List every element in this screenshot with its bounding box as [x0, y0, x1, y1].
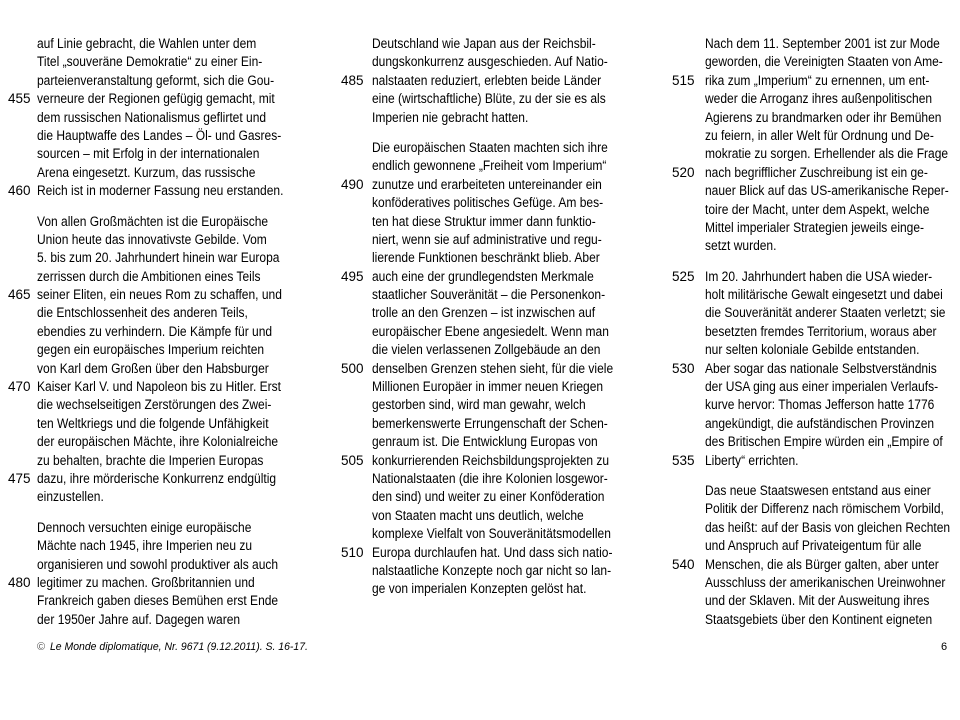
- line-number: [341, 139, 372, 157]
- line-text: genraum ist. Die Entwicklung Europas von: [372, 434, 598, 450]
- line-number: [672, 286, 705, 304]
- line-number: [341, 53, 372, 71]
- column-1: [8, 35, 314, 629]
- line-text: konföderatives politisches Gefüge. Am bes-: [372, 195, 604, 211]
- line-number: [341, 507, 372, 525]
- line-number: 530: [672, 360, 695, 376]
- text-line: [341, 452, 643, 470]
- line-number: 470: [8, 379, 31, 395]
- line-number: [341, 488, 372, 506]
- column-2: [341, 35, 643, 599]
- text-line: [672, 341, 960, 359]
- text-line: [8, 360, 314, 378]
- text-line: [8, 488, 314, 506]
- line-number: [341, 249, 372, 267]
- line-number: [341, 562, 372, 580]
- line-number: [341, 433, 372, 451]
- line-number: [341, 525, 372, 543]
- line-text: staatlicher Souveränität – die Personenkon-: [372, 287, 606, 303]
- line-text: zu feiern, in aller Welt für Ordnung und De-: [705, 127, 934, 143]
- text-line: [341, 157, 643, 175]
- line-number: [8, 72, 37, 90]
- line-text: Liberty“ errichten.: [705, 452, 799, 468]
- text-line: [8, 396, 314, 414]
- line-number: [672, 611, 705, 629]
- line-text: Staatsgebiets über den Kontinent eigneten: [705, 611, 933, 627]
- line-number: [672, 237, 705, 255]
- text-line: [672, 378, 960, 396]
- line-number: [8, 556, 37, 574]
- text-line: [8, 433, 314, 451]
- line-number: 525: [672, 268, 695, 284]
- text-line: [672, 164, 960, 182]
- line-text: rika zum „Imperium“ zu ernennen, um ent-: [705, 72, 930, 88]
- text-line: [672, 109, 960, 127]
- line-number: [672, 35, 705, 53]
- text-line: [341, 268, 643, 286]
- line-number: [8, 109, 37, 127]
- line-text: Ausschluss der amerikanischen Ureinwohner: [705, 574, 946, 590]
- line-text: die wechselseitigen Zerstörungen des Zwei-: [37, 397, 272, 413]
- text-line: [672, 286, 960, 304]
- text-line: [672, 556, 960, 574]
- citation-text: Le Monde diplomatique, Nr. 9671 (9.12.2011). S. 16-17.: [50, 641, 309, 653]
- line-text: der europäischen Mächte, ihre Kolonialreiche: [37, 434, 279, 450]
- line-number: [8, 396, 37, 414]
- line-text: gegen ein europäisches Imperium reichten: [37, 342, 265, 358]
- line-text: gestorben sind, wird man gewahr, welch: [372, 397, 586, 413]
- text-line: [672, 72, 960, 90]
- line-text: ge von imperialen Konzepten gelöst hat.: [372, 581, 587, 597]
- line-text: Menschen, die als Bürger galten, aber unter: [705, 556, 939, 572]
- line-text: legitimer zu machen. Großbritannien und: [37, 574, 255, 590]
- text-line: [672, 304, 960, 322]
- text-line: [672, 201, 960, 219]
- paragraph: [8, 519, 314, 629]
- line-text: der 1950er Jahre auf. Dagegen waren: [37, 611, 241, 627]
- line-text: dem russischen Nationalismus geflirtet und: [37, 109, 267, 125]
- text-line: [341, 53, 643, 71]
- line-number: [8, 35, 37, 53]
- line-number: [341, 470, 372, 488]
- line-number: 500: [341, 360, 364, 376]
- line-text: zunutze und erarbeiteten untereinander ein: [372, 176, 602, 192]
- line-number: [8, 231, 37, 249]
- line-text: angekündigt, die aufständischen Provinzen: [705, 415, 935, 431]
- text-line: [341, 470, 643, 488]
- paragraph: [341, 35, 643, 127]
- line-number: [8, 360, 37, 378]
- line-number: 480: [8, 574, 31, 590]
- text-line: [8, 592, 314, 610]
- line-text: Imperien nie gebracht hatten.: [372, 109, 529, 125]
- text-line: [672, 182, 960, 200]
- text-line: [341, 249, 643, 267]
- text-line: [341, 488, 643, 506]
- text-line: [672, 574, 960, 592]
- text-line: [8, 182, 314, 200]
- line-text: Titel „souveräne Demokratie“ zu einer Ein-: [37, 54, 263, 70]
- text-line: [8, 90, 314, 108]
- line-number: 540: [672, 556, 695, 572]
- text-line: [8, 452, 314, 470]
- line-number: 535: [672, 452, 695, 468]
- line-number: 490: [341, 176, 364, 192]
- line-number: [341, 109, 372, 127]
- line-text: komplexe Vielfalt von Souveränitätsmodellen: [372, 526, 611, 542]
- text-line: [341, 194, 643, 212]
- text-line: [8, 519, 314, 537]
- line-text: Arena eingesetzt. Kurzum, das russische: [37, 164, 256, 180]
- text-line: [8, 109, 314, 127]
- text-line: [8, 286, 314, 304]
- text-line: [8, 537, 314, 555]
- line-text: lierende Funktionen beschränkt blieb. Aber: [372, 250, 600, 266]
- line-number: [8, 415, 37, 433]
- line-number: [341, 194, 372, 212]
- text-line: [8, 341, 314, 359]
- line-text: Mittel imperialer Strategien jeweils einge-: [705, 219, 925, 235]
- text-line: [341, 213, 643, 231]
- text-line: [672, 145, 960, 163]
- line-number: 485: [341, 72, 364, 88]
- line-number: [8, 341, 37, 359]
- line-text: die vielen verlassenen Zollgebäude an den: [372, 342, 601, 358]
- line-number: [672, 537, 705, 555]
- line-text: besetzten fremdes Territorium, woraus aber: [705, 323, 937, 339]
- text-line: [672, 127, 960, 145]
- text-line: [672, 500, 960, 518]
- line-text: ten hat diese Struktur immer dann funktio-: [372, 213, 596, 229]
- line-text: weder die Arroganz ihres außenpolitischen: [705, 91, 933, 107]
- line-number: [672, 500, 705, 518]
- line-text: nur selten koloniale Gebilde entstanden.: [705, 342, 920, 358]
- line-text: nalstaaten reduziert, erlebten beide Länder: [372, 72, 602, 88]
- text-line: [8, 231, 314, 249]
- line-text: Politik der Differenz nach römischem Vorbild,: [705, 501, 944, 517]
- line-number: [8, 519, 37, 537]
- line-text: der USA ging aus einer imperialen Verlaufs-: [705, 379, 939, 395]
- line-number: [8, 537, 37, 555]
- line-number: [341, 415, 372, 433]
- text-line: [341, 90, 643, 108]
- line-text: sourcen – mit Erfolg in der internationalen: [37, 146, 260, 162]
- line-text: Reich ist in moderner Fassung neu erstanden.: [37, 183, 284, 199]
- line-number: [672, 415, 705, 433]
- text-line: [672, 219, 960, 237]
- text-line: [341, 507, 643, 525]
- line-text: endlich gewonnene „Freiheit vom Imperium“: [372, 158, 607, 174]
- text-line: [672, 611, 960, 629]
- text-line: [341, 525, 643, 543]
- line-number: [672, 182, 705, 200]
- line-text: und der Sklaven. Mit der Ausweitung ihres: [705, 593, 930, 609]
- line-text: verneure der Regionen gefügig gemacht, mit: [37, 91, 275, 107]
- text-line: [8, 213, 314, 231]
- line-number: [672, 482, 705, 500]
- text-line: [672, 237, 960, 255]
- line-text: Deutschland wie Japan aus der Reichsbil-: [372, 36, 596, 51]
- text-line: [8, 268, 314, 286]
- text-line: [8, 470, 314, 488]
- line-text: ebendies zu verhindern. Die Kämpfe für und: [37, 323, 273, 339]
- line-text: konkurrierenden Reichsbildungsprojekten zu: [372, 452, 610, 468]
- text-line: [8, 35, 314, 53]
- line-text: das heißt: auf der Basis von gleichen Rechten: [705, 519, 951, 535]
- line-text: auch eine der grundlegendsten Merkmale: [372, 268, 594, 284]
- line-number: [8, 164, 37, 182]
- line-number: [672, 127, 705, 145]
- text-line: [8, 145, 314, 163]
- line-number: [672, 109, 705, 127]
- text-line: [341, 433, 643, 451]
- line-number: [341, 341, 372, 359]
- line-text: bemerkenswerte Errungenschaft der Schen-: [372, 415, 608, 431]
- line-text: Mächte nach 1945, ihre Imperien neu zu: [37, 538, 253, 554]
- text-line: [341, 35, 643, 53]
- text-line: [341, 396, 643, 414]
- line-text: Im 20. Jahrhundert haben die USA wieder-: [705, 268, 933, 284]
- text-line: [672, 415, 960, 433]
- text-line: [341, 139, 643, 157]
- line-number: [341, 35, 372, 53]
- line-number: [341, 231, 372, 249]
- line-text: Das neue Staatswesen entstand aus einer: [705, 482, 931, 498]
- line-number: [341, 213, 372, 231]
- line-number: [672, 90, 705, 108]
- line-number: [672, 201, 705, 219]
- line-text: Kaiser Karl V. und Napoleon bis zu Hitler. Erst: [37, 379, 281, 395]
- line-number: [8, 268, 37, 286]
- text-line: [672, 396, 960, 414]
- line-text: dazu, ihre mörderische Konkurrenz endgültig: [37, 470, 277, 486]
- paragraph: [672, 268, 960, 470]
- text-line: [8, 304, 314, 322]
- line-text: Aber sogar das nationale Selbstverständnis: [705, 360, 937, 376]
- text-line: [672, 482, 960, 500]
- line-text: holt militärische Gewalt eingesetzt und dabei: [705, 287, 943, 303]
- line-text: toire der Macht, unter dem Aspekt, welche: [705, 201, 930, 217]
- line-text: nauer Blick auf das US-amerikanische Reper-: [705, 183, 949, 199]
- line-number: [672, 396, 705, 414]
- line-number: [8, 488, 37, 506]
- line-number: 505: [341, 452, 364, 468]
- text-line: [672, 433, 960, 451]
- line-number: [8, 323, 37, 341]
- text-line: [8, 53, 314, 71]
- line-number: [341, 323, 372, 341]
- line-number: [672, 378, 705, 396]
- line-text: denselben Grenzen stehen sieht, für die viele: [372, 360, 614, 376]
- paragraph: [8, 35, 314, 201]
- text-line: [341, 562, 643, 580]
- line-number: [8, 249, 37, 267]
- line-number: [341, 90, 372, 108]
- line-text: Frankreich gaben dieses Bemühen erst Ende: [37, 593, 279, 609]
- paragraph: [672, 482, 960, 629]
- line-text: Von allen Großmächten ist die Europäische: [37, 213, 269, 229]
- line-number: [341, 396, 372, 414]
- line-text: ten Weltkriegs und die folgende Unfähigkeit: [37, 415, 269, 431]
- text-line: [341, 231, 643, 249]
- line-number: 460: [8, 183, 31, 199]
- line-text: die Entschlossenheit des anderen Teils,: [37, 305, 248, 321]
- line-text: Agierens zu brandmarken oder ihr Bemühen: [705, 109, 942, 125]
- line-text: eine (wirtschaftliche) Blüte, zu der sie es als: [372, 91, 606, 107]
- line-number: [672, 145, 705, 163]
- line-text: trolle an den Grenzen – ist inzwischen auf: [372, 305, 596, 321]
- line-number: [341, 378, 372, 396]
- line-number: 475: [8, 470, 31, 486]
- line-text: zerrissen durch die Ambitionen eines Teils: [37, 268, 261, 284]
- text-line: [341, 176, 643, 194]
- text-line: [672, 53, 960, 71]
- page-number: 6: [941, 641, 948, 653]
- line-number: [341, 304, 372, 322]
- text-line: [672, 592, 960, 610]
- line-text: niert, wenn sie auf administrative und regu-: [372, 231, 602, 247]
- line-text: Europa durchlaufen hat. Und dass sich natio-: [372, 544, 613, 560]
- line-text: dungskonkurrenz ausgeschieden. Auf Natio-: [372, 54, 608, 70]
- line-number: [672, 592, 705, 610]
- line-text: nach begrifflicher Zuschreibung ist ein ge-: [705, 164, 928, 180]
- line-text: zu behalten, brachte die Imperien Europas: [37, 452, 264, 468]
- line-number: [8, 592, 37, 610]
- line-text: setzt wurden.: [705, 238, 777, 254]
- line-text: die Souveränität anderer Staaten verletzt; sie: [705, 305, 946, 321]
- text-line: [672, 268, 960, 286]
- line-text: Nach dem 11. September 2001 ist zur Mode: [705, 36, 940, 51]
- line-number: [341, 580, 372, 598]
- line-text: mokratie zu sorgen. Erhellender als die Frage: [705, 146, 949, 162]
- line-text: Union heute das innovativste Gebilde. Vom: [37, 231, 267, 247]
- line-text: organisieren und sowohl produktiver als auch: [37, 556, 279, 572]
- line-number: [8, 611, 37, 629]
- line-text: Nationalstaaten (die ihre Kolonien losgewor-: [372, 470, 608, 486]
- line-text: von Staaten macht uns deutlich, welche: [372, 507, 584, 523]
- text-line: [341, 72, 643, 90]
- text-line: [8, 164, 314, 182]
- text-line: [341, 323, 643, 341]
- paragraph: [8, 213, 314, 507]
- line-number: 520: [672, 164, 695, 180]
- line-text: seiner Eliten, ein neues Rom zu schaffen, und: [37, 287, 282, 303]
- line-text: parteienveranstaltung geformt, sich die Gou-: [37, 72, 275, 88]
- text-line: [8, 127, 314, 145]
- text-line: [341, 286, 643, 304]
- line-number: [672, 323, 705, 341]
- line-text: und Anspruch auf Privateigentum für alle: [705, 538, 922, 554]
- column-3: [672, 35, 960, 629]
- line-text: nalstaatliche Konzepte noch gar nicht so lan-: [372, 562, 612, 578]
- line-text: des Britischen Empire würden ein „Empire of: [705, 434, 943, 450]
- text-line: [672, 35, 960, 53]
- line-number: [8, 213, 37, 231]
- text-line: [8, 556, 314, 574]
- line-number: [8, 145, 37, 163]
- line-text: Die europäischen Staaten machten sich ihre: [372, 139, 608, 155]
- text-line: [8, 323, 314, 341]
- line-text: auf Linie gebracht, die Wahlen unter dem: [37, 36, 257, 51]
- line-text: die Hauptwaffe des Landes – Öl- und Gasres-: [37, 127, 282, 143]
- text-line: [341, 304, 643, 322]
- text-line: [341, 415, 643, 433]
- text-line: [8, 611, 314, 629]
- line-text: Millionen Europäer in immer neuen Kriegen: [372, 379, 604, 395]
- text-line: [341, 378, 643, 396]
- line-text: Dennoch versuchten einige europäische: [37, 519, 252, 535]
- line-number: [672, 574, 705, 592]
- line-text: den sind) und weiter zu einer Konföderation: [372, 489, 605, 505]
- copyright-symbol: ©: [37, 641, 46, 653]
- line-number: 495: [341, 268, 364, 284]
- text-line: [672, 323, 960, 341]
- line-number: [672, 53, 705, 71]
- line-text: 5. bis zum 20. Jahrhundert hinein war Europa: [37, 250, 280, 266]
- line-number: [8, 304, 37, 322]
- text-line: [8, 378, 314, 396]
- line-text: europäischer Ebene angesiedelt. Wenn man: [372, 323, 609, 339]
- paragraph: [672, 35, 960, 256]
- text-line: [341, 109, 643, 127]
- text-line: [672, 452, 960, 470]
- line-number: [8, 452, 37, 470]
- footer-citation: [37, 639, 322, 655]
- paragraph: [341, 139, 643, 599]
- line-number: 515: [672, 72, 695, 88]
- line-text: geworden, die Vereinigten Staaten von Ame-: [705, 54, 943, 70]
- text-line: [8, 415, 314, 433]
- line-text: einzustellen.: [37, 489, 104, 505]
- text-line: [672, 537, 960, 555]
- text-line: [8, 574, 314, 592]
- line-number: [8, 433, 37, 451]
- text-line: [672, 519, 960, 537]
- text-line: [672, 90, 960, 108]
- line-number: [341, 157, 372, 175]
- text-line: [8, 249, 314, 267]
- line-text: von Karl dem Großen über den Habsburger: [37, 360, 269, 376]
- text-line: [341, 544, 643, 562]
- line-text: kurve hervor: Thomas Jefferson hatte 1776: [705, 397, 935, 413]
- line-number: [341, 286, 372, 304]
- line-number: [672, 219, 705, 237]
- line-number: [672, 304, 705, 322]
- line-number: 510: [341, 544, 364, 560]
- text-line: [672, 360, 960, 378]
- text-line: [341, 580, 643, 598]
- line-number: 455: [8, 91, 31, 107]
- text-line: [8, 72, 314, 90]
- line-number: [8, 127, 37, 145]
- line-number: [8, 53, 37, 71]
- line-number: [672, 433, 705, 451]
- text-line: [341, 360, 643, 378]
- text-line: [341, 341, 643, 359]
- line-number: [672, 519, 705, 537]
- line-number: 465: [8, 287, 31, 303]
- line-number: [672, 341, 705, 359]
